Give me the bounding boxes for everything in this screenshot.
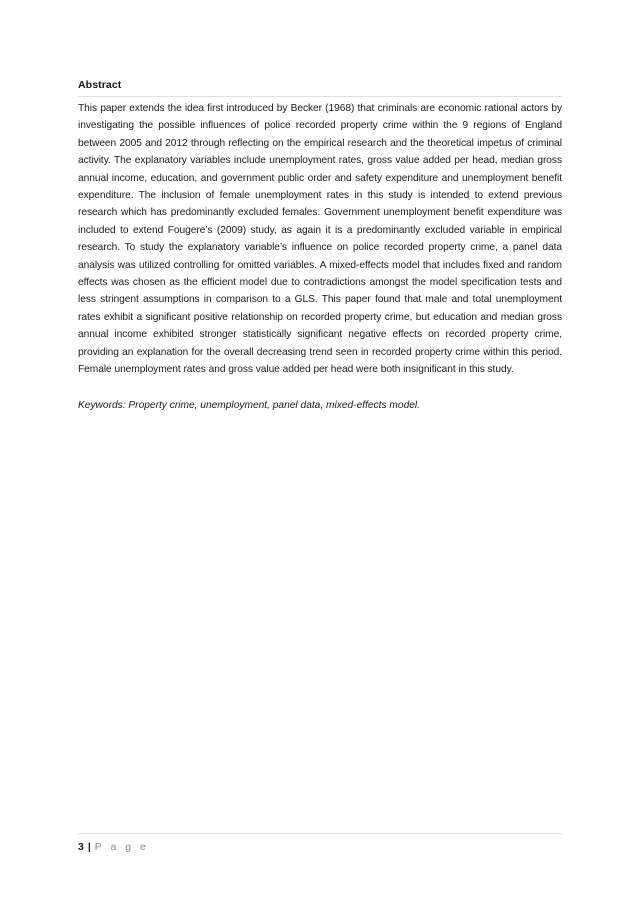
keywords-line: Keywords: Property crime, unemployment, panel data, mixed-effects model. bbox=[78, 400, 420, 411]
abstract-heading: Abstract bbox=[78, 79, 122, 91]
page-number: 3 bbox=[78, 841, 84, 853]
heading-divider bbox=[78, 96, 562, 97]
abstract-body: This paper extends the idea first introduced by Becker (1968) that criminals are economic rational actors by investigating the possible influences of police recorded property crime within the 9 regions of England between 2005 and 2012 through reflecting on the empirical research and the theoretical impetus of criminal activity. The explanatory variables include unemployment rates, gross value added per head, median gross annual income, education, and government public order and safety expenditure and unemployment benefit expenditure. The inclusion of female unemployment rates in this study is intended to extend previous research which has predominantly excluded females. Government unemployment benefit expenditure was included to extend Fougere’s (2009) study, as again it is a predominantly excluded variable in empirical research. To study the explanatory variable’s influence on police recorded property crime, a panel data analysis was utilized controlling for omitted variables. A mixed-effects model that includes fixed and random effects was chosen as the efficient model due to contradictions amongst the model specification tests and less stringent assumptions in comparison to a GLS. This paper found that male and total unemployment rates exhibit a significant positive relationship on recorded property crime, but education and median gross annual income exhibited stronger statistically significant negative effects on recorded property crime, providing an explanation for the overall decreasing trend seen in recorded property crime within this period. Female unemployment rates and gross value added per head were both insignificant in this study. bbox=[78, 103, 562, 376]
page-footer bbox=[78, 840, 149, 854]
page-label: P a g e bbox=[94, 841, 149, 853]
footer-divider bbox=[78, 833, 562, 834]
footer-separator: | bbox=[87, 841, 91, 853]
